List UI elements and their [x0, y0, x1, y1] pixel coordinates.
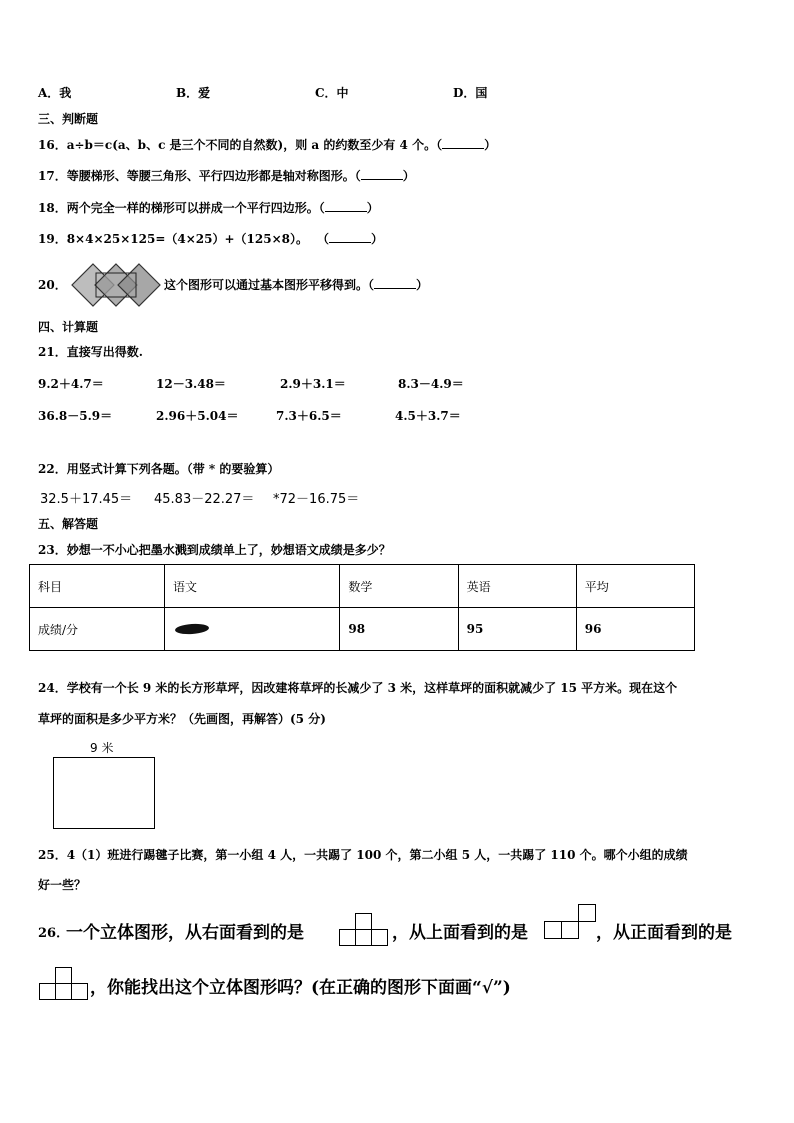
rectangle-length-label: 9 米	[90, 741, 114, 755]
ink-blot-icon	[173, 622, 213, 636]
question-26-number: 26．	[38, 926, 70, 941]
question-26-part3: ，从正面看到的是	[596, 923, 732, 943]
table-header-row	[30, 565, 695, 608]
lawn-rectangle-figure	[53, 757, 155, 829]
table-cell: 98	[340, 608, 458, 651]
question-text: 妙想一不小心把墨水溅到成绩单上了，妙想语文成绩是多少？	[66, 543, 391, 557]
question-number: 23．	[38, 543, 67, 557]
question-19-answer	[317, 230, 383, 247]
question-text: 直接写出得数.	[66, 345, 143, 359]
question-text: 8×4×25×125=（4×25）+（125×8）。	[66, 232, 308, 246]
question-20-number: 20．	[38, 278, 67, 292]
question-number: 22．	[38, 462, 67, 476]
question-text: 4（1）班进行踢毽子比赛，第一小组 4 人，一共踢了 100 个，第二小组 5 人，一共踢了 110 个。哪个小组的成绩	[66, 848, 688, 862]
question-26-part4: ，你能找出这个立体图形吗？(在正确的图形下面画“√”)	[90, 978, 511, 998]
question-number: 19．	[38, 232, 67, 246]
diamond-pattern-figure	[70, 262, 162, 308]
table-header-cell: 科目	[30, 565, 165, 608]
question-24-line1	[38, 679, 677, 696]
question-number: 21．	[38, 345, 67, 359]
question-text: 两个完全一样的梯形可以拼成一个平行四边形。（	[66, 201, 325, 215]
table-cell: 95	[458, 608, 576, 651]
paren-open: （	[317, 232, 330, 246]
table-header-cell: 语文	[165, 565, 340, 608]
table-row	[30, 608, 695, 651]
question-19	[38, 230, 308, 247]
question-26-part2: ，从上面看到的是	[392, 923, 528, 943]
paren-close: ）	[402, 169, 415, 183]
diamond-shape	[118, 264, 160, 306]
table-cell: 96	[576, 608, 694, 651]
option-a: A．我	[38, 86, 72, 100]
answer-blank[interactable]	[374, 276, 416, 289]
option-c: C．中	[315, 86, 349, 100]
question-16	[38, 136, 496, 153]
section-5-title: 五、解答题	[38, 517, 99, 531]
option-b: B．爱	[176, 86, 211, 100]
question-26-part1: 一个立体图形，从右面看到的是	[66, 923, 304, 943]
table-header-cell: 英语	[458, 565, 576, 608]
answer-blank[interactable]	[325, 199, 367, 212]
ink-blot-cell	[165, 608, 340, 651]
calc-item: 7.3＋6.5＝	[276, 409, 342, 423]
calc-item: 8.3－4.9＝	[398, 377, 464, 391]
question-number: 16．	[38, 138, 67, 152]
paren-close: ）	[416, 278, 429, 292]
question-number: 18．	[38, 201, 67, 215]
question-number: 25．	[38, 848, 67, 862]
question-text: 等腰梯形、等腰三角形、平行四边形都是轴对称图形。（	[66, 169, 361, 183]
vertical-calc-item: *72－16.75＝	[273, 492, 360, 507]
calc-item: 2.96＋5.04＝	[156, 409, 239, 423]
question-text: 这个图形可以通过基本图形平移得到。（	[164, 278, 375, 292]
question-25-line1	[38, 846, 688, 863]
question-17	[38, 167, 415, 184]
question-text: 学校有一个长 9 米的长方形草坪，因改建将草坪的长减少了 3 米，这样草坪的面积就减少了 15 平方米。现在这个	[66, 681, 678, 695]
vertical-calc-item: 45.83－22.27＝	[154, 492, 255, 507]
question-25-line2: 好一些？	[38, 878, 87, 892]
score-table	[29, 564, 695, 651]
right-view-figure	[338, 912, 390, 946]
calc-item: 9.2＋4.7＝	[38, 377, 104, 391]
answer-blank[interactable]	[329, 230, 371, 243]
vertical-calc-item: 32.5＋17.45＝	[40, 492, 133, 507]
question-20	[164, 276, 428, 293]
table-cell: 成绩/分	[30, 608, 165, 651]
paren-close: ）	[366, 201, 379, 215]
paren-close: ）	[371, 232, 384, 246]
question-24-line2: 草坪的面积是多少平方米？（先画图，再解答）(5 分)	[38, 712, 326, 726]
calc-item: 36.8－5.9＝	[38, 409, 113, 423]
question-18	[38, 199, 379, 216]
answer-blank[interactable]	[361, 167, 403, 180]
table-header-cell: 数学	[340, 565, 458, 608]
question-22	[38, 460, 279, 477]
question-number: 17．	[38, 169, 67, 183]
section-3-title: 三、判断题	[38, 112, 99, 126]
question-text: 用竖式计算下列各题。（带 * 的要验算）	[66, 462, 280, 476]
table-header-cell: 平均	[576, 565, 694, 608]
paren-close: ）	[484, 138, 497, 152]
section-4-title: 四、计算题	[38, 320, 99, 334]
question-21	[38, 343, 143, 360]
question-text: a÷b＝c(a、b、c 是三个不同的自然数)，则 a 的约数至少有 4 个。（	[66, 138, 443, 152]
question-23	[38, 541, 391, 558]
calc-item: 2.9＋3.1＝	[280, 377, 346, 391]
option-d: D．国	[453, 86, 488, 100]
front-view-figure	[38, 966, 90, 1000]
question-number: 24．	[38, 681, 67, 695]
top-view-figure	[543, 903, 597, 943]
answer-blank[interactable]	[442, 136, 484, 149]
calc-item: 12－3.48＝	[156, 377, 226, 391]
calc-item: 4.5＋3.7＝	[395, 409, 461, 423]
